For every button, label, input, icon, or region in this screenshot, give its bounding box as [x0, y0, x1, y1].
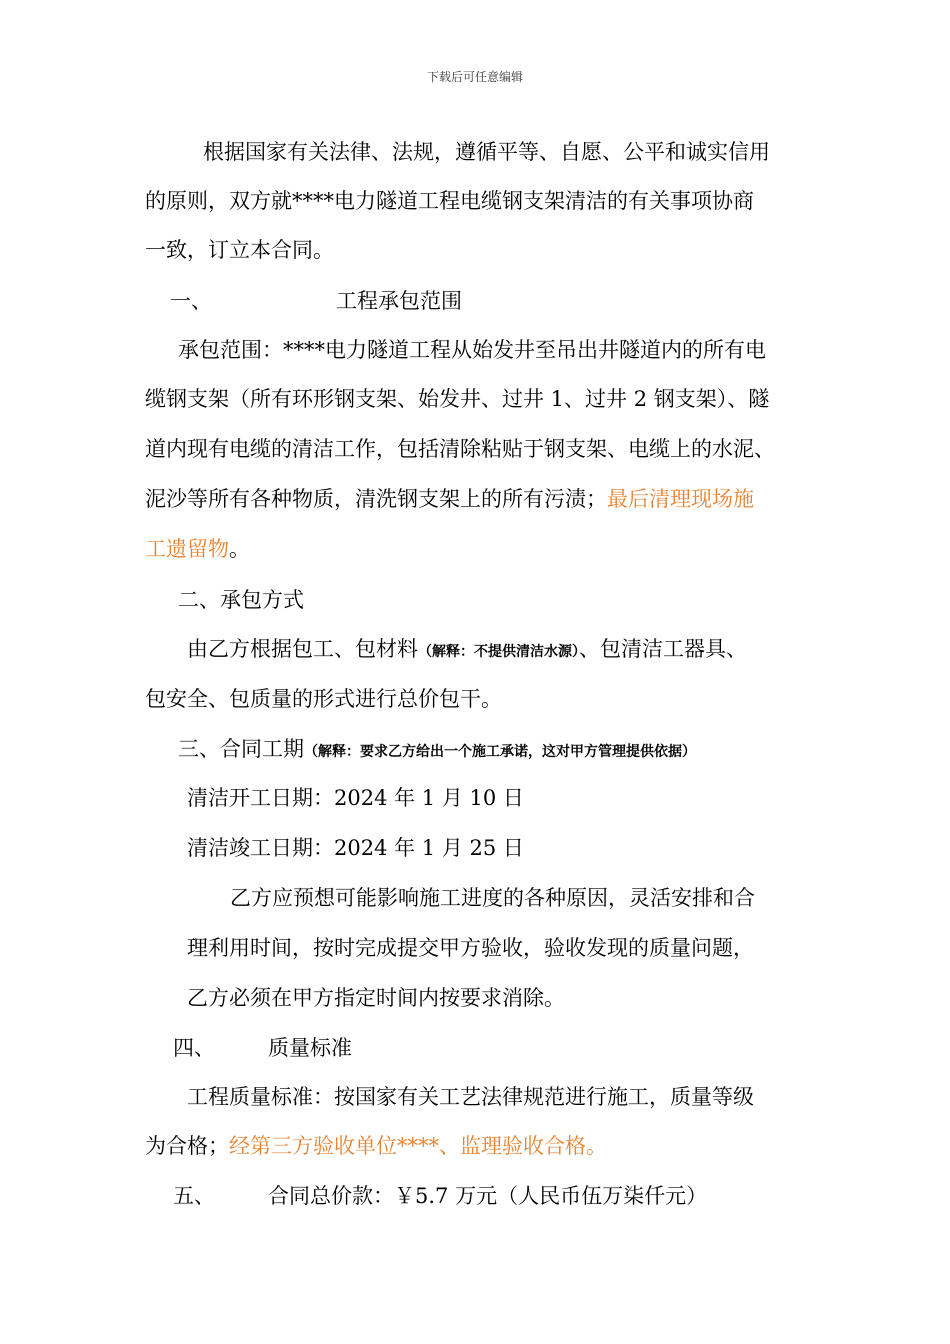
section-3-heading [178, 735, 696, 766]
quality-line-1: 工程质量标准：按国家有关工艺法律规范进行施工，质量等级 [187, 1085, 754, 1109]
scope-line-5 [145, 535, 250, 563]
intro-line-3: 一致，订立本合同。 [145, 238, 334, 262]
scope-line-2: 缆钢支架（所有环形钢支架、始发井、过井 1、过井 2 钢支架）、隧 [145, 387, 770, 411]
quality-highlight: 经第三方验收单位****、监理验收合格。 [229, 1134, 607, 1158]
section-3-note: （解释：要求乙方给出一个施工承诺，这对甲方管理提供依据） [304, 744, 696, 760]
method-text-a: 由乙方根据包工、包材料 [187, 637, 418, 661]
scope-line-5-end: 。 [229, 537, 250, 561]
page-header: 下载后可任意编辑 [426, 70, 523, 84]
scope-line-3: 道内现有电缆的清洁工作，包括清除粘贴于钢支架、电缆上的水泥、 [145, 437, 775, 461]
end-date: 清洁竣工日期：2024 年 1 月 25 日 [187, 836, 524, 860]
schedule-line-3: 乙方必须在甲方指定时间内按要求消除。 [187, 986, 565, 1010]
intro-line-2: 的原则，双方就****电力隧道工程电缆钢支架清洁的有关事项协商 [145, 189, 754, 213]
section-4-number: 四、 [173, 1036, 215, 1060]
section-5-number: 五、 [173, 1184, 215, 1208]
start-date: 清洁开工日期：2024 年 1 月 10 日 [187, 786, 524, 810]
section-1-title: 工程承包范围 [336, 289, 462, 313]
scope-highlight-2: 工遗留物 [145, 537, 229, 561]
method-text-b: 、包清洁工器具、 [579, 637, 747, 661]
method-note: （解释：不提供清洁水源） [418, 644, 579, 660]
contract-price: 合同总价款：￥5.7 万元（人民币伍万柒仟元） [268, 1184, 708, 1208]
schedule-line-1: 乙方应预想可能影响施工进度的各种原因，灵活安排和合 [230, 886, 755, 910]
quality-text: 为合格； [145, 1134, 229, 1158]
intro-line-1: 根据国家有关法律、法规，遵循平等、自愿、公平和诚实信用 [203, 140, 770, 164]
quality-line-2 [145, 1132, 607, 1160]
method-line-1 [187, 635, 747, 666]
scope-line-1: 承包范围：****电力隧道工程从始发井至吊出井隧道内的所有电 [178, 338, 766, 362]
scope-line-4-text: 泥沙等所有各种物质，清洗钢支架上的所有污渍； [145, 487, 607, 511]
scope-highlight-1: 最后清理现场施 [607, 487, 754, 511]
schedule-line-2: 理利用时间，按时完成提交甲方验收，验收发现的质量问题， [187, 936, 754, 960]
section-1-number: 一、 [170, 289, 212, 313]
scope-line-4 [145, 485, 754, 513]
section-3-title: 三、合同工期 [178, 737, 304, 761]
method-line-2: 包安全、包质量的形式进行总价包干。 [145, 687, 502, 711]
section-2-title: 二、承包方式 [178, 588, 304, 612]
section-4-title: 质量标准 [268, 1036, 352, 1060]
